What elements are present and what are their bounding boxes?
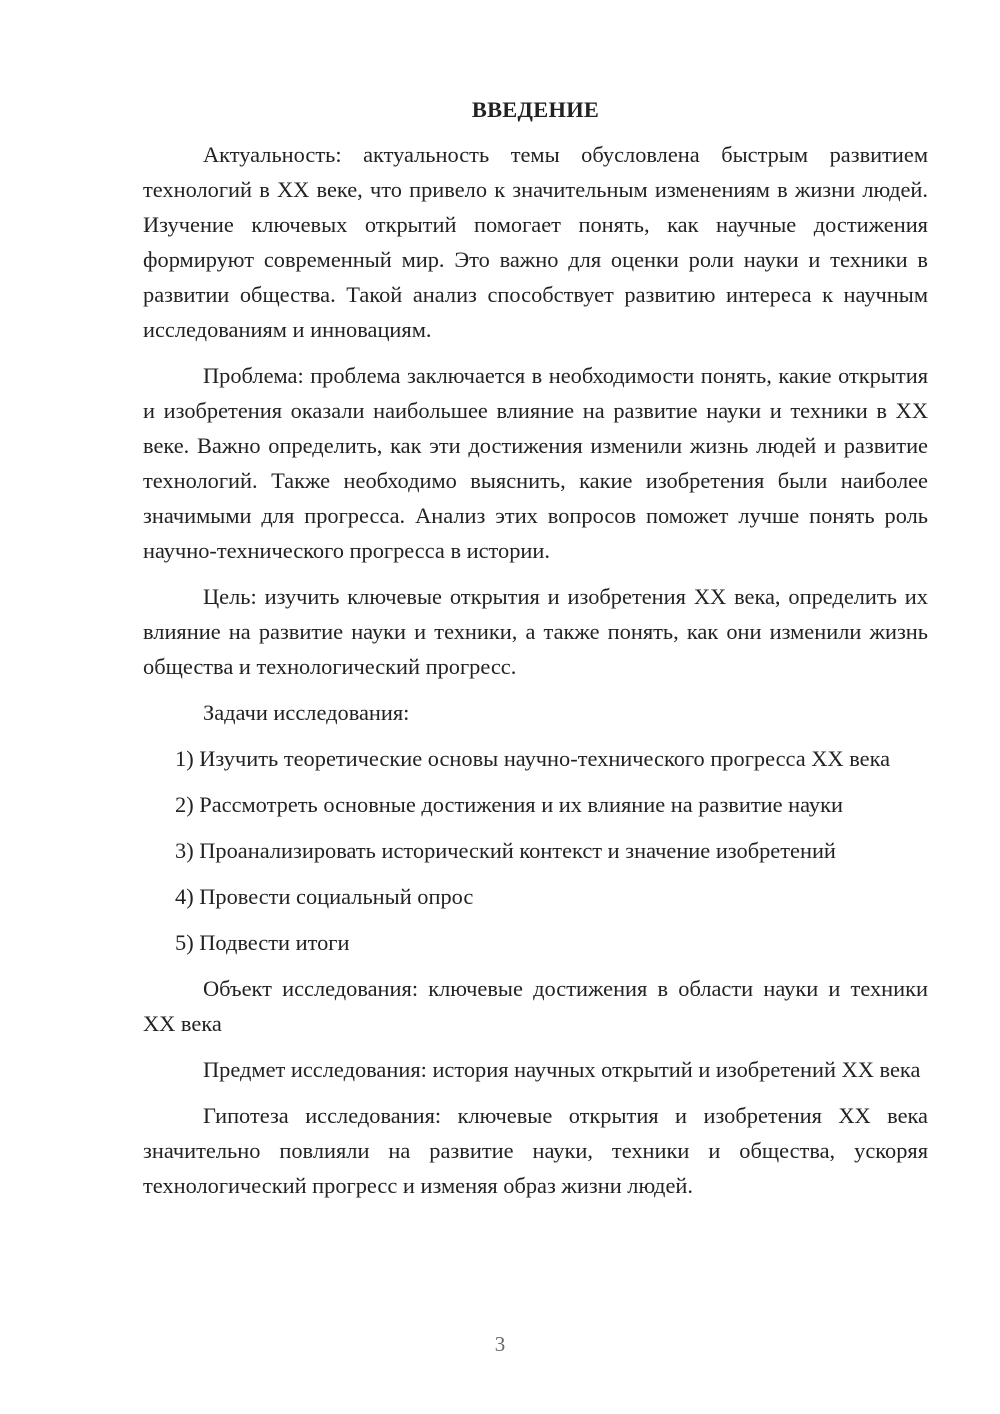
list-item: 4) Провести социальный опрос <box>175 884 474 909</box>
list-item: 2) Рассмотреть основные достижения и их влияние на развитие науки <box>175 792 843 817</box>
list-item: 1) Изучить теоретические основы научно-технического прогресса XX века <box>175 746 891 771</box>
actuality-paragraph: Актуальность: актуальность темы обусловлена быстрым развитием технологий в XX веке, что привело к значительным изменениям в жизни людей. Изучение ключевых открытий помогает понять, как научные достижения формируют современный мир. Это важно для оценки роли науки и техники в развитии общества. Такой анализ способствует развитию интереса к научным исследованиям и инновациям. <box>143 142 928 342</box>
tasks-list <box>143 741 928 960</box>
hypothesis-paragraph: Гипотеза исследования: ключевые открытия и изобретения XX века значительно повлияли на развитие науки, техники и общества, ускоряя технологический прогресс и изменяя образ жизни людей. <box>143 1103 928 1198</box>
object-paragraph: Объект исследования: ключевые достижения в области науки и техники XX века <box>143 976 928 1036</box>
tasks-heading: Задачи исследования: <box>203 700 410 725</box>
list-item: 3) Проанализировать исторический контекст и значение изобретений <box>175 838 836 863</box>
page-number: 3 <box>494 1332 506 1356</box>
goal-paragraph: Цель: изучить ключевые открытия и изобретения XX века, определить их влияние на развитие науки и техники, а также понять, как они изменили жизнь общества и технологический прогресс. <box>143 584 928 679</box>
problem-paragraph: Проблема: проблема заключается в необходимости понять, какие открытия и изобретения оказали наибольшее влияние на развитие науки и техники в XX веке. Важно определить, как эти достижения изменили жизнь людей и развитие технологий. Также необходимо выяснить, какие изобретения были наиболее значимыми для прогресса. Анализ этих вопросов поможет лучше понять роль научно-технического прогресса в истории. <box>143 363 928 563</box>
list-item: 5) Подвести итоги <box>175 930 350 955</box>
page-title: ВВЕДЕНИЕ <box>471 97 600 122</box>
document-page <box>143 92 928 1214</box>
subject-paragraph: Предмет исследования: история научных открытий и изобретений XX века <box>203 1057 921 1082</box>
